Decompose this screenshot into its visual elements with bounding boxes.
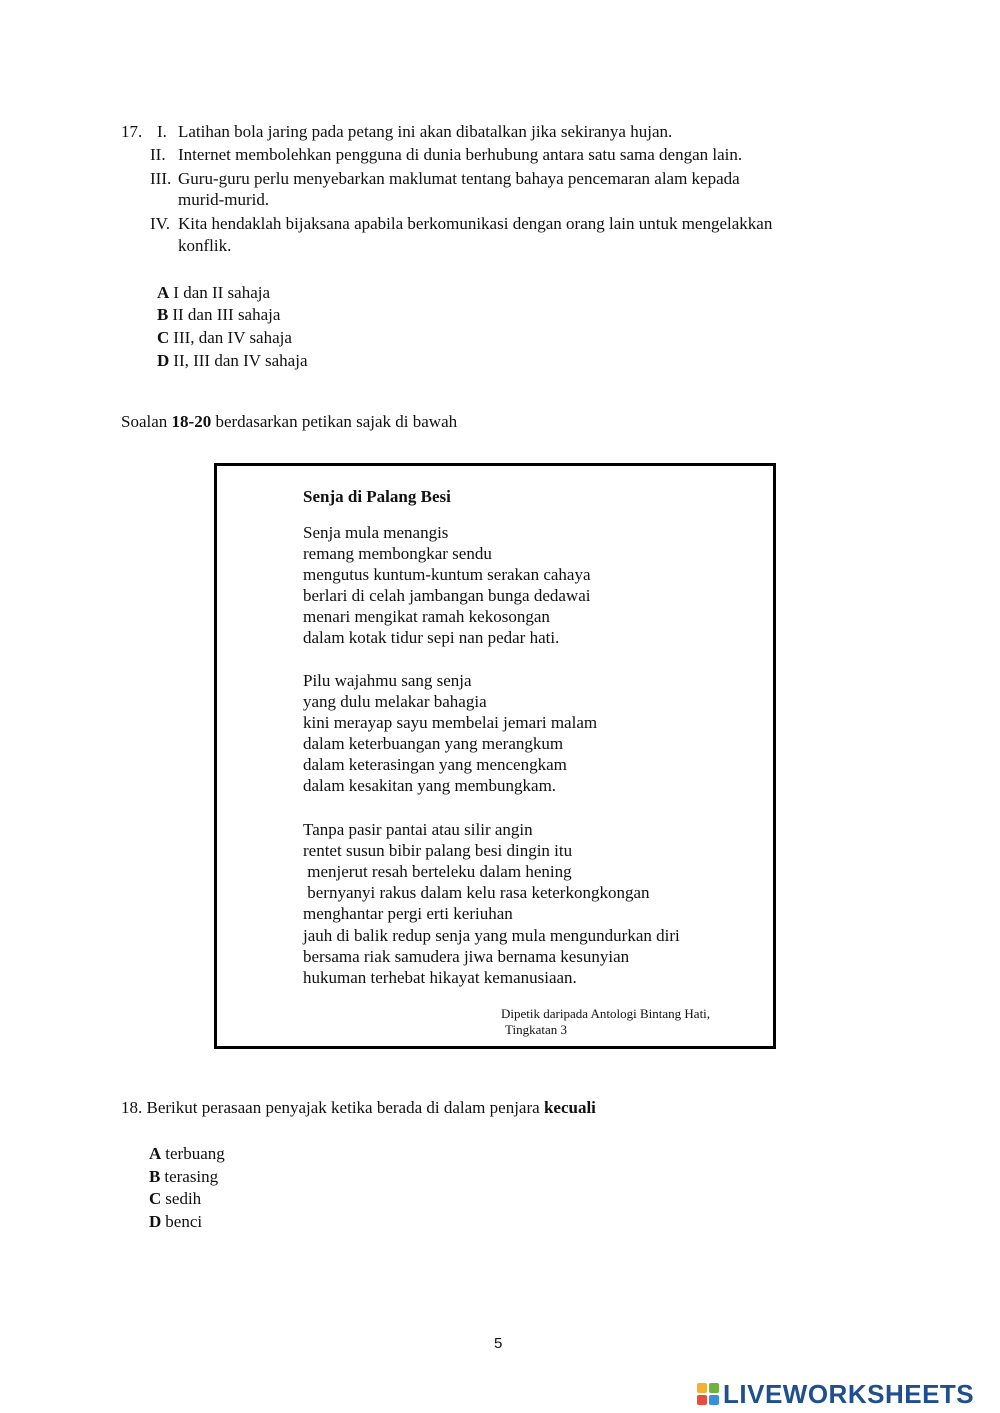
poem-line: remang membongkar sendu bbox=[303, 544, 492, 563]
option-b[interactable] bbox=[149, 1166, 218, 1188]
poem-line: Pilu wajahmu sang senja bbox=[303, 671, 472, 690]
option-text: terasing bbox=[164, 1167, 219, 1186]
poem-line: bernyanyi rakus dalam kelu rasa keterkongkongan bbox=[303, 883, 650, 902]
section-intro bbox=[121, 411, 457, 433]
option-letter: A bbox=[149, 1144, 162, 1163]
poem-line: dalam kotak tidur sepi nan pedar hati. bbox=[303, 628, 560, 647]
liveworksheets-logo-icon bbox=[697, 1383, 719, 1405]
brand-name: LIVEWORKSHEETS bbox=[723, 1378, 975, 1409]
option-letter: B bbox=[157, 305, 169, 324]
option-d[interactable] bbox=[157, 350, 308, 372]
poem-line: Senja mula menangis bbox=[303, 523, 449, 542]
poem-line: rentet susun bibir palang besi dingin itu bbox=[303, 841, 573, 860]
statement-number: III. bbox=[150, 169, 172, 188]
poem-box bbox=[214, 463, 776, 1049]
intro-range: 18-20 bbox=[171, 412, 212, 431]
poem-line: yang dulu melakar bahagia bbox=[303, 692, 487, 711]
question-stem bbox=[121, 1097, 596, 1119]
statement-number: I. bbox=[157, 122, 167, 141]
statement-text: Latihan bola jaring pada petang ini akan dibatalkan jika sekiranya hujan. bbox=[178, 122, 673, 141]
question-text: Berikut perasaan penyajak ketika berada di dalam penjara bbox=[146, 1098, 544, 1117]
poem-line: berlari di celah jambangan bunga dedawai bbox=[303, 586, 591, 605]
question-number: 18. bbox=[121, 1098, 143, 1117]
option-letter: B bbox=[149, 1167, 161, 1186]
option-d[interactable] bbox=[149, 1211, 202, 1233]
option-text: II, III dan IV sahaja bbox=[173, 351, 308, 370]
option-text: I dan II sahaja bbox=[173, 283, 271, 302]
option-a[interactable] bbox=[149, 1143, 225, 1165]
poem-line: bersama riak samudera jiwa bernama kesunyian bbox=[303, 947, 630, 966]
option-letter: C bbox=[149, 1189, 162, 1208]
poem-line: menjerut resah berteleku dalam hening bbox=[303, 862, 572, 881]
option-c[interactable] bbox=[157, 327, 292, 349]
poem-line: menghantar pergi erti keriuhan bbox=[303, 904, 513, 923]
question-keyword: kecuali bbox=[543, 1098, 596, 1117]
page-number: 5 bbox=[494, 1335, 503, 1352]
statement-number: IV. bbox=[150, 214, 170, 233]
option-letter: D bbox=[149, 1212, 162, 1231]
option-letter: A bbox=[157, 283, 170, 302]
statement-text: Guru-guru perlu menyebarkan maklumat tentang bahaya pencemaran alam kepada bbox=[178, 169, 740, 188]
poem-source-level: Tingkatan 3 bbox=[505, 1022, 567, 1037]
poem-line: dalam kesakitan yang membungkam. bbox=[303, 776, 557, 795]
poem-line: hukuman terhebat hikayat kemanusiaan. bbox=[303, 968, 577, 987]
option-text: benci bbox=[165, 1212, 203, 1231]
poem-line: Tanpa pasir pantai atau silir angin bbox=[303, 820, 533, 839]
statement-text: konflik. bbox=[178, 236, 232, 255]
statement-number: II. bbox=[150, 145, 166, 164]
option-letter: C bbox=[157, 328, 170, 347]
poem-source: Dipetik daripada Antologi Bintang Hati, bbox=[501, 1006, 711, 1021]
poem-line: menari mengikat ramah kekosongan bbox=[303, 607, 550, 626]
poem-line: jauh di balik redup senja yang mula mengundurkan diri bbox=[303, 926, 680, 945]
intro-suffix: berdasarkan petikan sajak di bawah bbox=[211, 412, 458, 431]
option-text: II dan III sahaja bbox=[172, 305, 281, 324]
liveworksheets-brand[interactable] bbox=[697, 1379, 974, 1409]
option-b[interactable] bbox=[157, 304, 280, 326]
intro-prefix: Soalan bbox=[121, 412, 172, 431]
poem-line: dalam keterbuangan yang merangkum bbox=[303, 734, 564, 753]
statement-text: murid-murid. bbox=[178, 190, 270, 209]
statement-text: Internet membolehkan pengguna di dunia berhubung antara satu sama dengan lain. bbox=[178, 145, 743, 164]
option-a[interactable] bbox=[157, 282, 270, 304]
option-c[interactable] bbox=[149, 1188, 201, 1210]
poem-line: kini merayap sayu membelai jemari malam bbox=[303, 713, 598, 732]
option-text: sedih bbox=[165, 1189, 202, 1208]
option-text: III, dan IV sahaja bbox=[173, 328, 292, 347]
poem-title: Senja di Palang Besi bbox=[303, 487, 451, 506]
statement-text: Kita hendaklah bijaksana apabila berkomunikasi dengan orang lain untuk mengelakkan bbox=[178, 214, 773, 233]
poem-line: mengutus kuntum-kuntum serakan cahaya bbox=[303, 565, 591, 584]
option-letter: D bbox=[157, 351, 170, 370]
option-text: terbuang bbox=[165, 1144, 225, 1163]
question-number: 17. bbox=[121, 122, 143, 141]
poem-line: dalam keterasingan yang mencengkam bbox=[303, 755, 567, 774]
